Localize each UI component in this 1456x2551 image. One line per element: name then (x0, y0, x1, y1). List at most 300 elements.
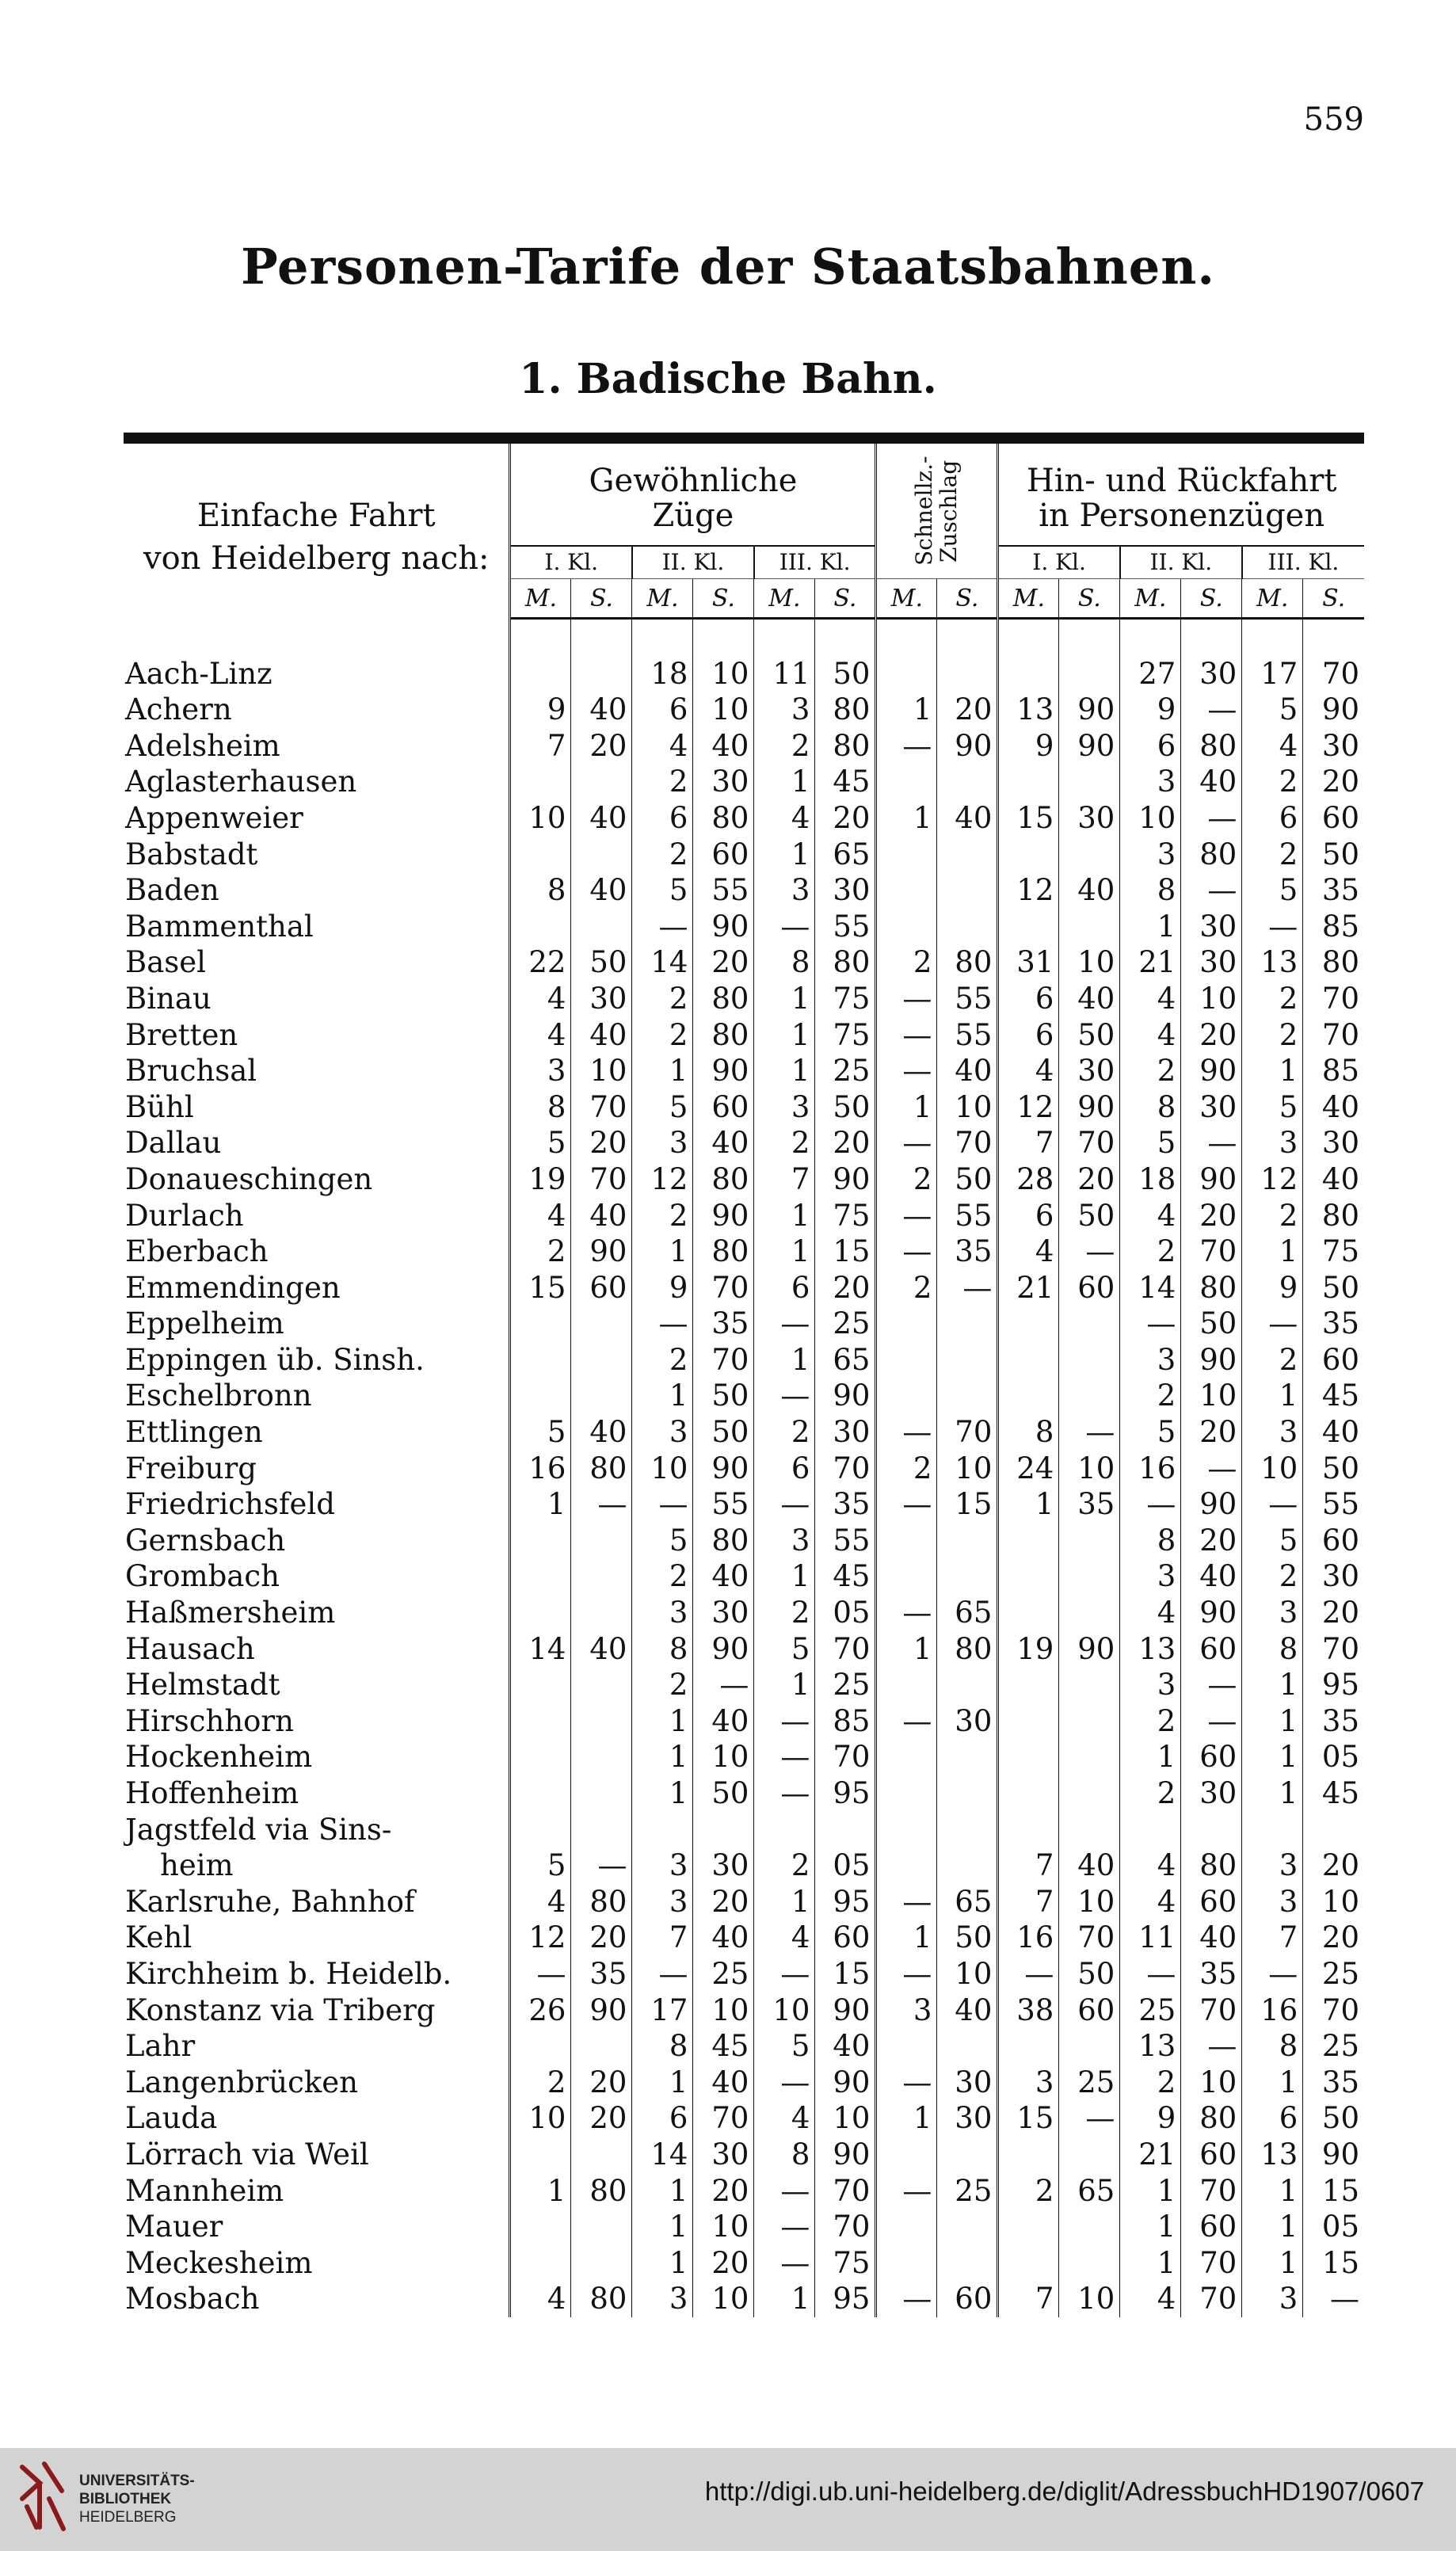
mark-cell: 5 (1242, 1523, 1303, 1559)
pfennig-cell: 40 (693, 1703, 754, 1740)
pfennig-cell: — (1059, 1414, 1120, 1451)
mark-cell: 3 (754, 1523, 815, 1559)
mark-cell: 5 (1120, 1125, 1181, 1161)
pfennig-cell: 95 (1303, 1667, 1364, 1703)
pfennig-cell (937, 1378, 998, 1414)
mark-cell: 15 (510, 1270, 571, 1306)
pfennig-cell (1059, 837, 1120, 873)
unit-mark-header: M. (632, 579, 693, 619)
library-logo-text (79, 2472, 195, 2526)
pfennig-cell: 80 (571, 2173, 632, 2210)
mark-cell: — (754, 909, 815, 945)
mark-cell: 5 (1242, 1089, 1303, 1126)
mark-cell (876, 2209, 937, 2245)
pfennig-cell: 55 (1303, 1486, 1364, 1523)
pfennig-cell: 30 (1303, 1125, 1364, 1161)
destination-cell: Hirschhorn (124, 1703, 510, 1740)
mark-cell: 8 (1120, 1089, 1181, 1126)
pfennig-cell (571, 1595, 632, 1631)
mark-cell: — (876, 1125, 937, 1161)
mark-cell: 4 (754, 1920, 815, 1956)
mark-cell: 1 (754, 1558, 815, 1595)
pfennig-cell (937, 1812, 998, 1848)
mark-cell: 10 (510, 2100, 571, 2137)
mark-cell: 14 (510, 1631, 571, 1668)
mark-cell: 4 (1120, 1017, 1181, 1054)
destination-header-line1: Einfache Fahrt (196, 498, 436, 535)
pfennig-cell: 40 (1303, 1414, 1364, 1451)
pfennig-cell: 40 (693, 2065, 754, 2101)
pfennig-cell: 65 (815, 837, 876, 873)
mark-cell: 3 (1242, 1847, 1303, 1884)
mark-cell: 8 (1120, 872, 1181, 909)
table-row (124, 656, 1364, 692)
pfennig-cell (937, 2137, 998, 2173)
pfennig-cell: 80 (1181, 1270, 1242, 1306)
pfennig-cell (937, 1558, 998, 1595)
pfennig-cell: 50 (693, 1775, 754, 1812)
mark-cell (998, 1667, 1059, 1703)
pfennig-cell: 60 (937, 2281, 998, 2317)
mark-cell: 7 (998, 1125, 1059, 1161)
pfennig-cell: 90 (815, 2065, 876, 2101)
mark-cell: — (754, 1378, 815, 1414)
mark-cell: 25 (1120, 1992, 1181, 2029)
mark-cell: 11 (754, 656, 815, 692)
pfennig-cell: 35 (1059, 1486, 1120, 1523)
mark-cell: — (754, 2173, 815, 2210)
pfennig-cell: 60 (1059, 1992, 1120, 2029)
pfennig-cell: 10 (1059, 2281, 1120, 2317)
destination-cell: Baden (124, 872, 510, 909)
pfennig-cell: 10 (693, 1992, 754, 2029)
pfennig-cell: 30 (1303, 728, 1364, 765)
pfennig-cell: 50 (815, 656, 876, 692)
pfennig-cell: 15 (1303, 2173, 1364, 2210)
table-row (124, 1523, 1364, 1559)
pfennig-cell (937, 764, 998, 800)
pfennig-cell (571, 2209, 632, 2245)
pfennig-cell: — (1181, 800, 1242, 837)
pfennig-cell: 40 (571, 1017, 632, 1054)
express-surcharge-header (876, 438, 998, 579)
footer-bar (0, 2448, 1456, 2551)
destination-cell: Babstadt (124, 837, 510, 873)
destination-cell: Haßmersheim (124, 1595, 510, 1631)
mark-cell: 1 (754, 1667, 815, 1703)
pfennig-cell: 40 (1059, 1847, 1120, 1884)
pfennig-cell (937, 1306, 998, 1342)
destination-cell: Aach-Linz (124, 656, 510, 692)
destination-cell: Langenbrücken (124, 2065, 510, 2101)
mark-cell (876, 1378, 937, 1414)
pfennig-cell (937, 909, 998, 945)
pfennig-cell: 80 (815, 728, 876, 765)
pfennig-cell: 80 (1181, 728, 1242, 765)
pfennig-cell: 30 (1181, 656, 1242, 692)
pfennig-cell: 65 (1059, 2173, 1120, 2210)
mark-cell (876, 2245, 937, 2282)
mark-cell (998, 1775, 1059, 1812)
mark-cell: 1 (1120, 2173, 1181, 2210)
pfennig-cell: 70 (1303, 1017, 1364, 1054)
mark-cell: 27 (1120, 656, 1181, 692)
class-header: III. Kl. (1242, 546, 1364, 578)
mark-cell: 9 (632, 1270, 693, 1306)
pfennig-cell: 70 (1181, 1234, 1242, 1270)
pfennig-cell (937, 1847, 998, 1884)
mark-cell: 6 (754, 1451, 815, 1487)
mark-cell: 1 (1242, 1378, 1303, 1414)
pfennig-cell (1059, 1775, 1120, 1812)
pfennig-cell: — (1181, 872, 1242, 909)
mark-cell: 3 (1242, 2281, 1303, 2317)
pfennig-cell (937, 2245, 998, 2282)
mark-cell: 1 (754, 1053, 815, 1089)
express-surcharge-label: Schnellz.-Zuschlag (911, 456, 962, 566)
mark-cell (998, 2245, 1059, 2282)
regular-trains-line2: Züge (652, 498, 734, 535)
pfennig-cell: 10 (937, 1089, 998, 1126)
pfennig-cell: 20 (1303, 1920, 1364, 1956)
pfennig-cell: 70 (1059, 1125, 1120, 1161)
pfennig-cell: 35 (1303, 872, 1364, 909)
mark-cell: 38 (998, 1992, 1059, 2029)
pfennig-cell: 30 (693, 1595, 754, 1631)
pfennig-cell: 55 (937, 1198, 998, 1234)
pfennig-cell: 80 (1303, 1198, 1364, 1234)
mark-cell: 6 (998, 1198, 1059, 1234)
mark-cell: 3 (998, 2065, 1059, 2101)
destination-cell: Grombach (124, 1558, 510, 1595)
mark-cell: 1 (632, 1703, 693, 1740)
pfennig-cell: 20 (1181, 1017, 1242, 1054)
table-row (124, 837, 1364, 873)
pfennig-cell (937, 1739, 998, 1775)
mark-cell: — (754, 1703, 815, 1740)
pfennig-cell: 60 (815, 1920, 876, 1956)
pfennig-cell: 50 (1181, 1306, 1242, 1342)
mark-cell: 2 (754, 1125, 815, 1161)
pfennig-cell: 10 (571, 1053, 632, 1089)
mark-cell: 7 (998, 1847, 1059, 1884)
mark-cell: 3 (754, 692, 815, 728)
pfennig-cell: 20 (1303, 764, 1364, 800)
pfennig-cell: 20 (815, 1125, 876, 1161)
pfennig-cell (1059, 2209, 1120, 2245)
pfennig-cell: 20 (571, 2065, 632, 2101)
mark-cell: 2 (754, 1595, 815, 1631)
table-row (124, 1125, 1364, 1161)
pfennig-cell: 50 (1059, 1956, 1120, 1992)
mark-cell: 15 (998, 2100, 1059, 2137)
mark-cell (876, 2137, 937, 2173)
mark-cell: 1 (1120, 2209, 1181, 2245)
mark-cell: 1 (754, 1017, 815, 1054)
table-row (124, 2173, 1364, 2210)
pfennig-cell: 30 (693, 764, 754, 800)
class-header: I. Kl. (510, 546, 632, 578)
mark-cell (876, 1523, 937, 1559)
mark-cell: 5 (754, 2028, 815, 2065)
pfennig-cell: — (1181, 692, 1242, 728)
pfennig-cell: 80 (571, 1884, 632, 1920)
pfennig-cell: 70 (1303, 1992, 1364, 2029)
pfennig-cell (571, 1306, 632, 1342)
mark-cell: 1 (632, 2209, 693, 2245)
pfennig-cell: 90 (693, 1053, 754, 1089)
table-row (124, 1847, 1364, 1884)
mark-cell: 7 (754, 1161, 815, 1198)
pfennig-cell (571, 2028, 632, 2065)
mark-cell: 1 (632, 2065, 693, 2101)
pfennig-cell: 20 (693, 944, 754, 981)
pfennig-cell: 45 (1303, 1775, 1364, 1812)
mark-cell (510, 656, 571, 692)
pfennig-cell: — (693, 1667, 754, 1703)
return-trip-header (998, 438, 1364, 546)
mark-cell: 8 (632, 1631, 693, 1668)
pfennig-cell: 60 (571, 1270, 632, 1306)
pfennig-cell: 10 (1059, 1451, 1120, 1487)
mark-cell: 12 (510, 1920, 571, 1956)
pfennig-cell (571, 1342, 632, 1378)
pfennig-cell: 30 (1181, 944, 1242, 981)
mark-cell: — (998, 1956, 1059, 1992)
mark-cell: — (1120, 1956, 1181, 1992)
mark-cell: — (632, 909, 693, 945)
mark-cell: 8 (998, 1414, 1059, 1451)
unit-pf-header: S. (1181, 579, 1242, 619)
pfennig-cell: 90 (571, 1234, 632, 1270)
table-row (124, 1992, 1364, 2029)
mark-cell (510, 1342, 571, 1378)
mark-cell (510, 1523, 571, 1559)
pfennig-cell: — (1303, 2281, 1364, 2317)
table-row (124, 1703, 1364, 1740)
pfennig-cell: 90 (815, 1161, 876, 1198)
class-header: I. Kl. (998, 546, 1120, 578)
mark-cell (510, 764, 571, 800)
mark-cell: 9 (998, 728, 1059, 765)
mark-cell: 2 (998, 2173, 1059, 2210)
pfennig-cell: — (1059, 2100, 1120, 2137)
mark-cell (510, 1667, 571, 1703)
pfennig-cell: 80 (693, 981, 754, 1017)
mark-cell (998, 837, 1059, 873)
mark-cell: 4 (754, 800, 815, 837)
mark-cell (876, 2028, 937, 2065)
mark-cell (998, 1812, 1059, 1848)
destination-cell: Hoffenheim (124, 1775, 510, 1812)
mark-cell: 5 (510, 1414, 571, 1451)
pfennig-cell: 70 (571, 1161, 632, 1198)
table-row (124, 2028, 1364, 2065)
mark-cell (998, 1523, 1059, 1559)
mark-cell (754, 1812, 815, 1848)
pfennig-cell: — (1181, 1703, 1242, 1740)
mark-cell: — (876, 2281, 937, 2317)
mark-cell: 2 (1120, 2065, 1181, 2101)
pfennig-cell (571, 656, 632, 692)
mark-cell: 1 (1120, 909, 1181, 945)
table-row (124, 872, 1364, 909)
mark-cell (998, 1703, 1059, 1740)
mark-cell: 12 (632, 1161, 693, 1198)
mark-cell: 10 (1120, 800, 1181, 837)
pfennig-cell (1059, 1523, 1120, 1559)
pfennig-cell: 30 (693, 2137, 754, 2173)
pfennig-cell (937, 2028, 998, 2065)
table-row (124, 1667, 1364, 1703)
pfennig-cell: 45 (693, 2028, 754, 2065)
pfennig-cell: 70 (815, 1739, 876, 1775)
pfennig-cell: 55 (937, 981, 998, 1017)
mark-cell: 1 (632, 1234, 693, 1270)
pfennig-cell: 40 (571, 872, 632, 909)
pfennig-cell: 90 (937, 728, 998, 765)
destination-header (124, 438, 510, 619)
pfennig-cell: 10 (815, 2100, 876, 2137)
unit-pf-header: S. (1059, 579, 1120, 619)
pfennig-cell: 40 (937, 1992, 998, 2029)
destination-cell: heim (124, 1847, 510, 1884)
unit-pf-header: S. (1303, 579, 1364, 619)
mark-cell: — (632, 1306, 693, 1342)
destination-cell: Achern (124, 692, 510, 728)
destination-cell: Bühl (124, 1089, 510, 1126)
destination-cell: Kirchheim b. Heidelb. (124, 1956, 510, 1992)
mark-cell: 5 (632, 1089, 693, 1126)
mark-cell: 1 (1242, 2245, 1303, 2282)
pfennig-cell: 40 (571, 1631, 632, 1668)
destination-cell: Eberbach (124, 1234, 510, 1270)
destination-cell: Donaueschingen (124, 1161, 510, 1198)
mark-cell: 13 (1242, 2137, 1303, 2173)
pfennig-cell: 10 (1303, 1884, 1364, 1920)
pfennig-cell: 35 (693, 1306, 754, 1342)
mark-cell: 7 (510, 728, 571, 765)
table-row (124, 1089, 1364, 1126)
pfennig-cell: 50 (1303, 837, 1364, 873)
mark-cell: 5 (1242, 692, 1303, 728)
destination-cell: Basel (124, 944, 510, 981)
pfennig-cell: — (571, 1847, 632, 1884)
mark-cell: 24 (998, 1451, 1059, 1487)
mark-cell: — (754, 1486, 815, 1523)
mark-cell (876, 837, 937, 873)
pfennig-cell: 10 (693, 2209, 754, 2245)
mark-cell: — (876, 1017, 937, 1054)
mark-cell: — (1242, 1956, 1303, 1992)
pfennig-cell: 60 (1303, 800, 1364, 837)
mark-cell: — (876, 1956, 937, 1992)
class-header: II. Kl. (1120, 546, 1242, 578)
mark-cell: 4 (998, 1053, 1059, 1089)
mark-cell (876, 764, 937, 800)
mark-cell: 1 (1242, 1739, 1303, 1775)
destination-cell: Hockenheim (124, 1739, 510, 1775)
mark-cell: 5 (1120, 1414, 1181, 1451)
pfennig-cell (1059, 1812, 1120, 1848)
mark-cell: 3 (876, 1992, 937, 2029)
mark-cell: 2 (632, 1558, 693, 1595)
pfennig-cell: 30 (693, 1847, 754, 1884)
mark-cell: 2 (1120, 1234, 1181, 1270)
logo-line: HEIDELBERG (79, 2509, 177, 2526)
mark-cell: 1 (1242, 2173, 1303, 2210)
mark-cell: 4 (510, 1017, 571, 1054)
pfennig-cell: 15 (815, 1234, 876, 1270)
mark-cell: 19 (510, 1161, 571, 1198)
pfennig-cell: 85 (815, 1703, 876, 1740)
pfennig-cell: 75 (815, 2245, 876, 2282)
mark-cell: 4 (1242, 728, 1303, 765)
table-row (124, 1739, 1364, 1775)
pfennig-cell: 80 (937, 944, 998, 981)
pfennig-cell: 50 (1303, 1451, 1364, 1487)
pfennig-cell: 90 (1181, 1161, 1242, 1198)
pfennig-cell: 65 (937, 1884, 998, 1920)
pfennig-cell: 95 (815, 2281, 876, 2317)
mark-cell: 2 (1242, 1342, 1303, 1378)
mark-cell: 3 (632, 1595, 693, 1631)
pfennig-cell: 90 (1181, 1053, 1242, 1089)
table-row (124, 2100, 1364, 2137)
pfennig-cell: — (1181, 2028, 1242, 2065)
pfennig-cell: 70 (571, 1089, 632, 1126)
pfennig-cell: 30 (937, 2100, 998, 2137)
mark-cell: 2 (754, 1414, 815, 1451)
mark-cell: 3 (632, 1884, 693, 1920)
mark-cell: 26 (510, 1992, 571, 2029)
pfennig-cell: 80 (815, 944, 876, 981)
source-url[interactable]: http://digi.ub.uni-heidelberg.de/diglit/AdressbuchHD1907/0607 (704, 2477, 1424, 2506)
pfennig-cell (571, 1558, 632, 1595)
mark-cell: 3 (510, 1053, 571, 1089)
mark-cell: 19 (998, 1631, 1059, 1668)
mark-cell: 12 (998, 1089, 1059, 1126)
mark-cell: 2 (510, 1234, 571, 1270)
pfennig-cell: 90 (1181, 1342, 1242, 1378)
mark-cell: 1 (632, 1775, 693, 1812)
mark-cell: 6 (1242, 800, 1303, 837)
mark-cell: 4 (510, 2281, 571, 2317)
mark-cell: — (876, 1595, 937, 1631)
pfennig-cell: 20 (1181, 1414, 1242, 1451)
destination-cell: Lauda (124, 2100, 510, 2137)
mark-cell (998, 1739, 1059, 1775)
mark-cell: 1 (1242, 2065, 1303, 2101)
mark-cell (510, 1812, 571, 1848)
mark-cell: 1 (754, 764, 815, 800)
mark-cell: 4 (1120, 2281, 1181, 2317)
mark-cell: 31 (998, 944, 1059, 981)
mark-cell: 17 (632, 1992, 693, 2029)
mark-cell: 1 (1120, 1739, 1181, 1775)
table-row (124, 1486, 1364, 1523)
pfennig-cell: 90 (1181, 1595, 1242, 1631)
mark-cell: 5 (632, 1523, 693, 1559)
destination-cell: Konstanz via Triberg (124, 1992, 510, 2029)
mark-cell: 8 (754, 944, 815, 981)
mark-cell (998, 1595, 1059, 1631)
pfennig-cell: 45 (1303, 1378, 1364, 1414)
destination-cell: Adelsheim (124, 728, 510, 765)
pfennig-cell: 70 (815, 1451, 876, 1487)
pfennig-cell (937, 656, 998, 692)
pfennig-cell: 50 (937, 1920, 998, 1956)
